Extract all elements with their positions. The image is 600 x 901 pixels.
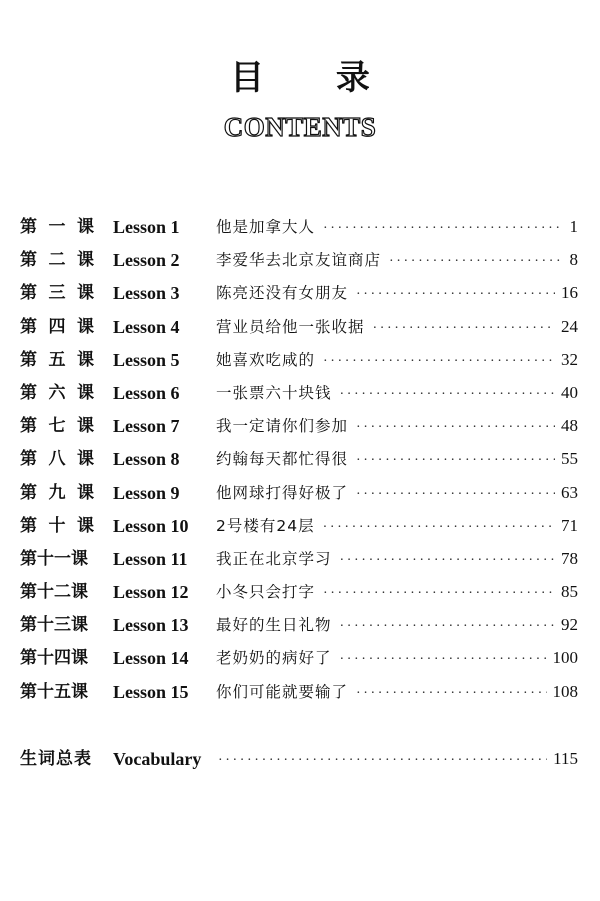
lesson-entry xyxy=(216,678,578,708)
lesson-number-char: 课 xyxy=(77,515,94,536)
lesson-entry xyxy=(216,279,578,309)
contents-title: 目 录 xyxy=(230,58,400,98)
lesson-number-cn xyxy=(20,479,94,507)
toc-row[interactable] xyxy=(20,512,578,545)
lesson-number-char: 四 xyxy=(48,316,66,337)
lesson-title: 他是加拿大人 xyxy=(216,218,316,236)
lesson-page-number: 85 xyxy=(561,582,578,602)
lesson-number-char: 第 xyxy=(20,217,37,237)
vocabulary-label-cn: 生词总表 xyxy=(20,749,92,769)
lesson-entry xyxy=(216,644,578,674)
lesson-title: 约翰每天都忙得很 xyxy=(216,450,349,469)
toc-row[interactable] xyxy=(20,246,578,279)
lesson-number-cn xyxy=(20,578,94,606)
lesson-title: 李爱华去北京友谊商店 xyxy=(216,251,382,270)
lesson-number-char: 课 xyxy=(77,283,94,304)
toc-row[interactable] xyxy=(20,578,578,611)
lesson-number-cn xyxy=(20,445,94,473)
dot-leader xyxy=(340,613,555,641)
lesson-entry xyxy=(216,445,578,475)
lesson-title: 你们可能就要输了 xyxy=(216,682,349,701)
lesson-number-char: 课 xyxy=(71,582,88,603)
lesson-title: 最好的生日礼物 xyxy=(216,616,332,635)
lesson-title: 营业员给他一张收据 xyxy=(216,317,365,336)
lesson-title: 一张票六十块钱 xyxy=(216,383,332,402)
lesson-page-number: 78 xyxy=(561,548,578,568)
lesson-title: 她喜欢吃咸的 xyxy=(216,350,316,369)
toc-list xyxy=(20,213,578,711)
lesson-title: 他网球打得好极了 xyxy=(216,483,349,502)
contents-subtitle: CONTENTS xyxy=(223,112,377,142)
lesson-number-char: 十 xyxy=(48,515,66,536)
lesson-title: 我一定请你们参加 xyxy=(216,417,349,436)
lesson-title: 小冬只会打字 xyxy=(216,583,316,602)
lesson-label: Lesson 15 xyxy=(113,681,189,702)
lesson-label: Lesson 2 xyxy=(113,250,180,271)
dot-leader xyxy=(323,580,555,608)
lesson-page-number: 92 xyxy=(561,615,578,635)
lesson-number-char: 十四 xyxy=(37,648,71,669)
lesson-number-char: 课 xyxy=(77,482,94,503)
lesson-label: Lesson 11 xyxy=(113,548,188,569)
lesson-label: Lesson 14 xyxy=(113,648,189,669)
lesson-label: Lesson 9 xyxy=(113,482,180,503)
lesson-number-char: 课 xyxy=(77,382,94,403)
lesson-number-char: 课 xyxy=(77,349,94,370)
dot-leader xyxy=(356,447,555,475)
lesson-number-char: 第 xyxy=(20,250,37,271)
toc-row[interactable] xyxy=(20,611,578,644)
lesson-number-char: 课 xyxy=(71,681,88,702)
lesson-page-number: 71 xyxy=(561,515,578,535)
lesson-number-cn xyxy=(20,678,94,706)
lesson-label: Lesson 12 xyxy=(113,582,189,603)
lesson-entry xyxy=(216,512,578,542)
lesson-number-char: 第 xyxy=(20,349,37,370)
lesson-number-char: 二 xyxy=(48,250,66,271)
lesson-number-char: 十一 xyxy=(37,548,71,569)
lesson-page-number: 24 xyxy=(561,316,578,336)
toc-row[interactable] xyxy=(20,379,578,412)
lesson-number-char: 三 xyxy=(48,283,66,304)
lesson-number-char: 课 xyxy=(71,548,88,569)
lesson-number-char: 十二 xyxy=(37,582,71,603)
lesson-entry xyxy=(216,611,578,641)
toc-row[interactable] xyxy=(20,545,578,578)
lesson-number-char: 九 xyxy=(48,482,66,503)
lesson-number-cn xyxy=(20,246,94,274)
lesson-page-number: 108 xyxy=(552,681,578,701)
lesson-number-char: 课 xyxy=(77,217,94,237)
vocabulary-page-number: 115 xyxy=(553,749,578,768)
dot-leader xyxy=(323,514,555,542)
lesson-number-char: 第 xyxy=(20,548,37,569)
toc-row[interactable] xyxy=(20,644,578,677)
lesson-number-cn xyxy=(20,512,94,540)
toc-row[interactable] xyxy=(20,479,578,512)
lesson-entry xyxy=(216,313,578,343)
lesson-number-char: 第 xyxy=(20,615,37,636)
lesson-label: Lesson 8 xyxy=(113,449,180,470)
lesson-label: Lesson 3 xyxy=(113,283,180,304)
lesson-number-cn xyxy=(20,313,94,341)
lesson-title: 老奶奶的病好了 xyxy=(216,649,332,668)
lesson-number-char: 第 xyxy=(20,382,37,403)
lesson-page-number: 63 xyxy=(561,482,578,502)
dot-leader xyxy=(340,381,555,409)
lesson-number-char: 第 xyxy=(20,416,37,437)
lesson-title: 2号楼有24层 xyxy=(216,516,315,535)
lesson-number-char: 课 xyxy=(77,316,94,337)
dot-leader xyxy=(340,547,555,575)
lesson-number-cn xyxy=(20,611,94,639)
lesson-page-number: 8 xyxy=(569,250,578,270)
lesson-number-char: 第 xyxy=(20,449,37,470)
lesson-number-char: 一 xyxy=(48,217,66,237)
toc-row[interactable] xyxy=(20,313,578,346)
lesson-page-number: 55 xyxy=(561,449,578,469)
lesson-number-cn xyxy=(20,279,94,307)
lesson-number-cn xyxy=(20,412,94,440)
dot-leader xyxy=(373,315,555,343)
lesson-entry xyxy=(216,412,578,442)
lesson-number-char: 第 xyxy=(20,582,37,603)
lesson-label: Lesson 7 xyxy=(113,416,180,437)
dot-leader xyxy=(323,348,555,376)
toc-row[interactable] xyxy=(20,678,578,711)
lesson-entry xyxy=(216,213,578,243)
dot-leader xyxy=(218,747,547,775)
lesson-number-cn xyxy=(20,213,94,241)
lesson-number-cn xyxy=(20,545,94,573)
dot-leader xyxy=(356,281,555,309)
lesson-title: 我正在北京学习 xyxy=(216,549,332,568)
lesson-page-number: 40 xyxy=(561,382,578,402)
lesson-page-number: 100 xyxy=(552,648,578,668)
lesson-number-char: 十五 xyxy=(37,681,71,702)
lesson-number-char: 课 xyxy=(71,615,88,636)
lesson-number-char: 第 xyxy=(20,283,37,304)
lesson-label: Lesson 4 xyxy=(113,316,180,337)
lesson-page-number: 1 xyxy=(569,217,578,236)
lesson-label: Lesson 1 xyxy=(113,217,180,237)
lesson-number-char: 第 xyxy=(20,515,37,536)
lesson-number-char: 课 xyxy=(71,648,88,669)
toc-row[interactable] xyxy=(20,346,578,379)
toc-row[interactable] xyxy=(20,213,578,246)
lesson-entry xyxy=(216,346,578,376)
lesson-entry xyxy=(216,246,578,276)
lesson-number-char: 八 xyxy=(48,449,66,470)
lesson-number-char: 课 xyxy=(77,250,94,271)
lesson-entry xyxy=(216,578,578,608)
toc-row[interactable] xyxy=(20,279,578,312)
lesson-number-char: 十三 xyxy=(37,615,71,636)
dot-leader xyxy=(356,414,555,442)
lesson-label: Lesson 10 xyxy=(113,515,189,536)
lesson-label: Lesson 13 xyxy=(113,615,189,636)
toc-row[interactable] xyxy=(20,412,578,445)
lesson-number-char: 课 xyxy=(77,416,94,437)
lesson-entry xyxy=(216,479,578,509)
lesson-page-number: 16 xyxy=(561,283,578,303)
lesson-number-char: 第 xyxy=(20,316,37,337)
lesson-entry xyxy=(216,379,578,409)
lesson-number-cn xyxy=(20,346,94,374)
lesson-number-char: 第 xyxy=(20,648,37,669)
vocabulary-entry[interactable] xyxy=(20,745,578,775)
lesson-label: Lesson 5 xyxy=(113,349,180,370)
dot-leader xyxy=(389,248,563,276)
lesson-entry xyxy=(216,545,578,575)
toc-row[interactable] xyxy=(20,445,578,478)
lesson-number-char: 六 xyxy=(48,382,66,403)
lesson-label: Lesson 6 xyxy=(113,382,180,403)
lesson-number-cn xyxy=(20,644,94,672)
lesson-title: 陈亮还没有女朋友 xyxy=(216,284,349,303)
dot-leader xyxy=(356,680,546,708)
lesson-number-char: 课 xyxy=(77,449,94,470)
lesson-page-number: 48 xyxy=(561,416,578,436)
lesson-number-char: 七 xyxy=(48,416,66,437)
dot-leader xyxy=(356,481,555,509)
lesson-number-char: 第 xyxy=(20,482,37,503)
lesson-page-number: 32 xyxy=(561,349,578,369)
lesson-number-char: 第 xyxy=(20,681,37,702)
lesson-number-char: 五 xyxy=(48,349,66,370)
dot-leader xyxy=(340,646,547,674)
vocabulary-label-en: Vocabulary xyxy=(113,749,202,769)
lesson-number-cn xyxy=(20,379,94,407)
dot-leader xyxy=(323,215,563,243)
